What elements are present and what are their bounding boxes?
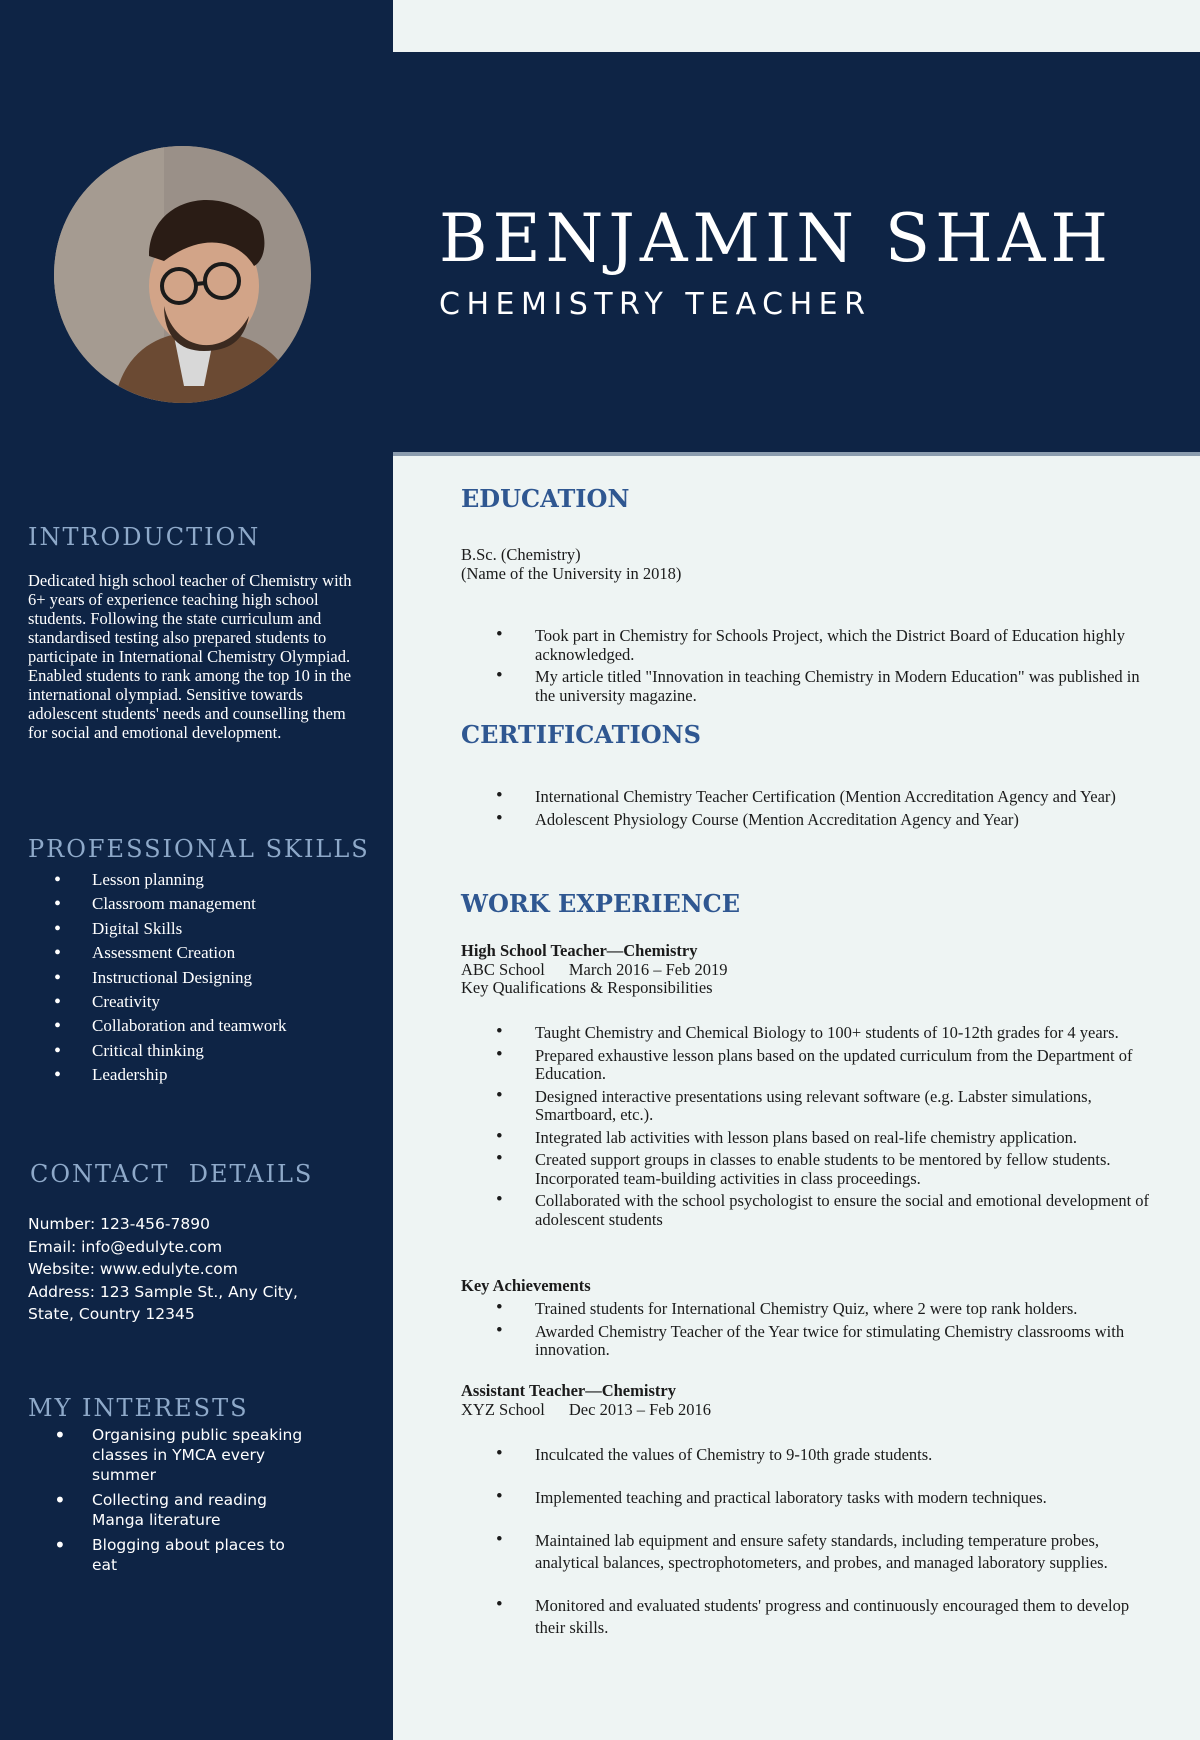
education-bullet: • Took part in Chemistry for Schools Project, which the District Board of Education highly acknowledged. xyxy=(461,627,1161,664)
job1-bullet: • Created support groups in classes to enable students to be mentored by fellow students. Incorporated team-building activities in class proceedings. xyxy=(461,1151,1161,1188)
contact-details-heading: CONTACT DETAILS xyxy=(30,1160,314,1188)
job2-bullet: • Monitored and evaluated students' progress and continuously encouraged them to develop their skills. xyxy=(461,1595,1161,1639)
skill-item: • Assessment Creation xyxy=(28,941,287,965)
certification-bullet: • International Chemistry Teacher Certification (Mention Accreditation Agency and Year) xyxy=(461,788,1161,807)
job2-bullets xyxy=(461,1444,1161,1639)
skill-item: • Collaboration and teamwork xyxy=(28,1014,287,1038)
achievements-bullets xyxy=(461,1300,1161,1360)
contact-address: Address: 123 Sample St., Any City, xyxy=(28,1282,298,1301)
skill-item: • Instructional Designing xyxy=(28,966,287,990)
contact-address-line2: State, Country 12345 xyxy=(28,1305,195,1323)
job1-bullet: • Prepared exhaustive lesson plans based on the updated curriculum from the Department of Education. xyxy=(461,1047,1161,1084)
contact-email: Email: info@edulyte.com xyxy=(28,1237,223,1256)
education-details xyxy=(461,546,1151,583)
job2-bullet: • Implemented teaching and practical laboratory tasks with modern techniques. xyxy=(461,1487,1161,1509)
sidebar xyxy=(0,0,393,1740)
education-bullets xyxy=(461,627,1161,705)
candidate-role: CHEMISTRY TEACHER xyxy=(439,287,872,322)
job1-bullet: • Collaborated with the school psychologist to ensure the social and emotional development of adolescent students xyxy=(461,1192,1161,1229)
profile-photo-illustration xyxy=(54,146,311,403)
contact-details xyxy=(28,1213,358,1326)
job1-details xyxy=(461,942,1151,998)
job1-school-dates xyxy=(461,961,1151,980)
candidate-name: BENJAMIN SHAH xyxy=(439,200,1113,277)
education-degree: B.Sc. (Chemistry) xyxy=(461,545,581,564)
job1-dates: March 2016 – Feb 2019 xyxy=(568,959,728,979)
education-heading: EDUCATION xyxy=(461,484,630,513)
key-achievements-heading: Key Achievements xyxy=(461,1276,591,1295)
interests-list xyxy=(28,1425,358,1580)
skills-list xyxy=(28,868,287,1088)
skill-item: • Lesson planning xyxy=(28,868,287,892)
introduction-heading: INTRODUCTION xyxy=(28,523,261,551)
job2-bullet: • Inculcated the values of Chemistry to 9-10th grade students. xyxy=(461,1444,1161,1466)
job2-dates: Dec 2013 – Feb 2016 xyxy=(568,1399,711,1419)
skill-item: • Creativity xyxy=(28,990,287,1014)
job2-school-dates xyxy=(461,1401,1151,1420)
job1-bullet: • Integrated lab activities with lesson plans based on real-life chemistry application. xyxy=(461,1129,1161,1148)
job1-bullet: • Taught Chemistry and Chemical Biology to 100+ students of 10-12th grades for 4 years. xyxy=(461,1024,1161,1043)
introduction-text: Dedicated high school teacher of Chemistry with 6+ years of experience teaching high school students. Following the state curriculum and standardised testing also prepared students to participate in International Chemistry Olympiad. Enabled students to rank among the top 10 in the international olympiad. Sensitive towards adolescent students' needs and counselling them for social and emotional development. xyxy=(28,571,352,742)
certification-bullet: • Adolescent Physiology Course (Mention Accreditation Agency and Year) xyxy=(461,811,1161,830)
interest-item: • Blogging about places to eat xyxy=(28,1535,308,1575)
header-divider xyxy=(393,452,1200,456)
skill-item: • Critical thinking xyxy=(28,1039,287,1063)
job2-school: XYZ School xyxy=(461,1399,545,1419)
my-interests-heading: MY INTERESTS xyxy=(28,1394,249,1422)
skill-item: • Classroom management xyxy=(28,892,287,916)
job1-bullets xyxy=(461,1024,1161,1229)
job2-details xyxy=(461,1382,1151,1419)
achievement-bullet: • Awarded Chemistry Teacher of the Year twice for stimulating Chemistry classrooms with innovation. xyxy=(461,1323,1161,1360)
contact-website: Website: www.edulyte.com xyxy=(28,1260,238,1278)
contact-number: Number: 123-456-7890 xyxy=(28,1215,210,1233)
interest-item: • Organising public speaking classes in YMCA every summer xyxy=(28,1425,308,1485)
certifications-heading: CERTIFICATIONS xyxy=(461,720,701,749)
skill-item: • Leadership xyxy=(28,1063,287,1087)
job1-school: ABC School xyxy=(461,959,545,979)
resume-header xyxy=(393,52,1200,452)
achievement-bullet: • Trained students for International Chemistry Quiz, where 2 were top rank holders. xyxy=(461,1300,1161,1319)
job1-bullet: • Designed interactive presentations using relevant software (e.g. Labster simulations, Smartboard, etc.). xyxy=(461,1088,1161,1125)
education-university: (Name of the University in 2018) xyxy=(461,563,682,583)
job1-title: High School Teacher—Chemistry xyxy=(461,941,698,960)
job2-bullet: • Maintained lab equipment and ensure safety standards, including temperature probes, analytical balances, spectrophotometers, and probes, and managed laboratory supplies. xyxy=(461,1530,1161,1574)
skill-item: • Digital Skills xyxy=(28,917,287,941)
work-experience-heading: WORK EXPERIENCE xyxy=(461,889,741,918)
profile-photo xyxy=(54,146,311,403)
professional-skills-heading: PROFESSIONAL SKILLS xyxy=(28,835,370,863)
job2-title: Assistant Teacher—Chemistry xyxy=(461,1381,676,1400)
job1-subheading: Key Qualifications & Responsibilities xyxy=(461,978,713,997)
interest-item: • Collecting and reading Manga literature xyxy=(28,1490,308,1530)
education-bullet: • My article titled "Innovation in teaching Chemistry in Modern Education" was published in the university magazine. xyxy=(461,668,1161,705)
certifications-bullets xyxy=(461,788,1161,829)
